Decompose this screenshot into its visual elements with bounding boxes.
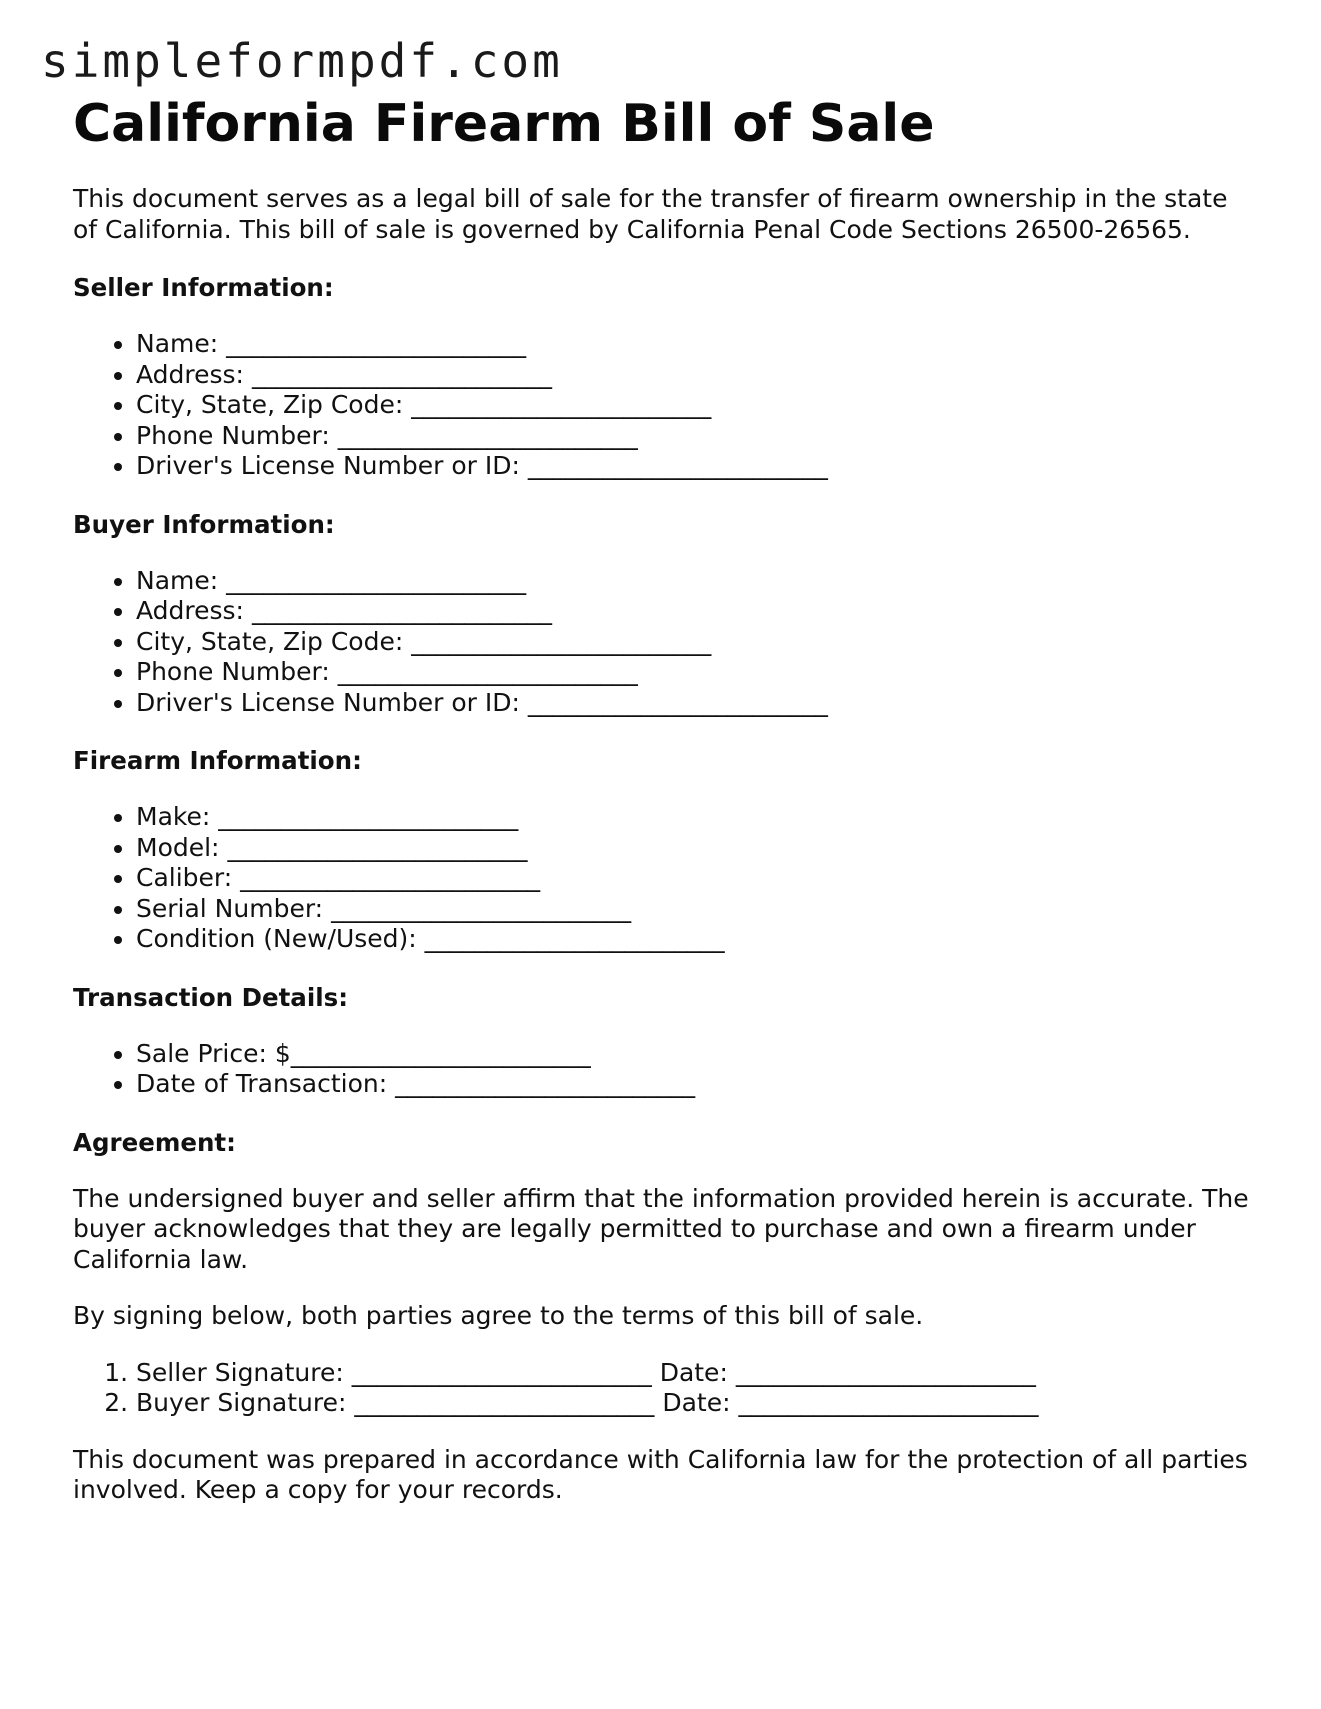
sale-price-field[interactable]: • Sale Price: $________________________ bbox=[136, 1039, 1253, 1070]
agreement-heading: Agreement: bbox=[73, 1127, 236, 1157]
seller-field-list bbox=[73, 329, 1253, 482]
firearm-field-list bbox=[73, 802, 1253, 955]
agreement-paragraph: The undersigned buyer and seller affirm that the information provided herein is accurate. The buyer acknowledges that they are legally permitted to purchase and own a firearm under California law. bbox=[73, 1183, 1249, 1274]
transaction-field-list bbox=[73, 1039, 1253, 1100]
firearm-heading: Firearm Information: bbox=[73, 746, 362, 775]
buyer-signature-line[interactable]: 2. Buyer Signature: ________________________ Date: ________________________ bbox=[136, 1388, 1253, 1419]
seller-address-field[interactable]: • Address: ________________________ bbox=[136, 360, 1253, 391]
seller-signature-line[interactable]: 1. Seller Signature: ________________________ Date: ________________________ bbox=[136, 1358, 1253, 1389]
firearm-condition-field[interactable]: • Condition (New/Used): ________________________ bbox=[136, 924, 1253, 955]
buyer-address-field[interactable]: • Address: ________________________ bbox=[136, 596, 1253, 627]
signature-list bbox=[73, 1358, 1253, 1419]
buyer-name-field[interactable]: • Name: ________________________ bbox=[136, 566, 1253, 597]
seller-name-field[interactable]: • Name: ________________________ bbox=[136, 329, 1253, 360]
document-body bbox=[73, 92, 1253, 1506]
transaction-date-field[interactable]: • Date of Transaction: ________________________ bbox=[136, 1069, 1253, 1100]
page-title: California Firearm Bill of Sale bbox=[73, 94, 935, 154]
buyer-license-field[interactable]: • Driver's License Number or ID: ________________________ bbox=[136, 688, 1253, 719]
seller-heading: Seller Information: bbox=[73, 273, 334, 302]
buyer-city-state-zip-field[interactable]: • City, State, Zip Code: ________________________ bbox=[136, 627, 1253, 658]
intro-paragraph: This document serves as a legal bill of sale for the transfer of firearm ownership in the state of California. This bill of sale is governed by California Penal Code Sections 26500-26565. bbox=[73, 184, 1228, 244]
firearm-make-field[interactable]: • Make: ________________________ bbox=[136, 802, 1253, 833]
watermark: simpleformpdf.com bbox=[41, 34, 563, 88]
footer-note: This document was prepared in accordance with California law for the protection of all parties involved. Keep a copy for your records. bbox=[73, 1444, 1248, 1504]
firearm-serial-field[interactable]: • Serial Number: ________________________ bbox=[136, 894, 1253, 925]
transaction-heading: Transaction Details: bbox=[73, 982, 349, 1012]
signing-statement: By signing below, both parties agree to the terms of this bill of sale. bbox=[73, 1301, 924, 1330]
firearm-model-field[interactable]: • Model: ________________________ bbox=[136, 833, 1253, 864]
seller-city-state-zip-field[interactable]: • City, State, Zip Code: ________________________ bbox=[136, 390, 1253, 421]
buyer-field-list bbox=[73, 566, 1253, 719]
buyer-heading: Buyer Information: bbox=[73, 509, 335, 539]
seller-license-field[interactable]: • Driver's License Number or ID: ________________________ bbox=[136, 451, 1253, 482]
seller-phone-field[interactable]: • Phone Number: ________________________ bbox=[136, 421, 1253, 452]
firearm-caliber-field[interactable]: • Caliber: ________________________ bbox=[136, 863, 1253, 894]
buyer-phone-field[interactable]: • Phone Number: ________________________ bbox=[136, 657, 1253, 688]
